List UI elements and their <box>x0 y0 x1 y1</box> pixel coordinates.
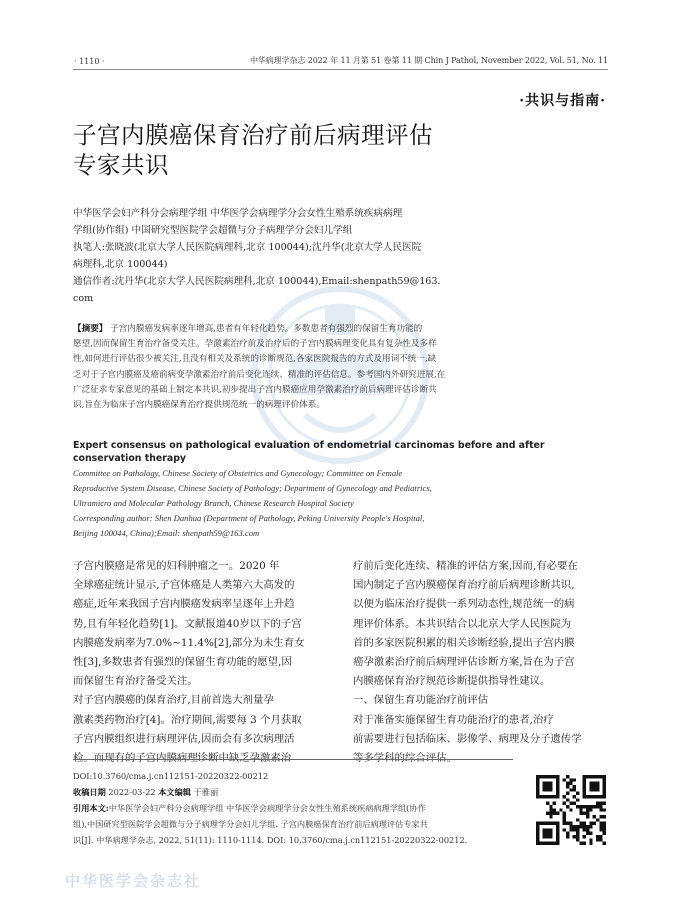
footer-block <box>73 768 523 848</box>
body-line: 检。而现有的子宫内膜病理诊断中缺乏孕激素治 <box>73 752 292 765</box>
body-line: 首的多家医院积累的相关诊断经验,提出子宫内膜 <box>353 636 575 649</box>
citation-line: 中华医学会妇产科分会病理学组 中华医学会病理学分会女性生殖系统疾病病理学组(协作 <box>108 803 426 813</box>
abstract-line: 愿望,因而保留生育治疗备受关注。孕激素治疗前及治疗后的子宫内膜病理变化具有复杂性及多样 <box>73 339 437 350</box>
affiliation-line: Committee on Pathology, Chinese Society of Obstetrics and Gynecology; Committee on Female <box>73 468 403 478</box>
body-line: 激素类药物治疗[4]。治疗期间,需要每 3 个月获取 <box>73 713 302 726</box>
body-line: 疗前后变化连续、精准的评估方案,因而,有必要在 <box>353 560 578 572</box>
english-title-line: Expert consensus on pathological evaluation of endometrial carcinomas before and after <box>73 440 545 451</box>
affiliation-line: Reproductive System Disease, Chinese Society of Pathology; Department of Gynecology and Pediatrics, <box>73 483 432 494</box>
section-label: ·共识与指南· <box>519 93 606 109</box>
citation-line: 识[J]. 中华病理学杂志, 2022, 51(11): 1110-1114. DOI: 10.3760/cma.j.cn112151-20220322-00212. <box>73 835 468 845</box>
body-line: 全球癌症统计显示,子宫体癌是人类第六大高发的 <box>73 579 295 592</box>
citation-line: 组),中国研究型医院学会超微与分子病理学分会妇儿学组. 子宫内膜癌保育治疗前后病理评估专家共 <box>73 819 428 829</box>
body-line: 子宫内膜癌是常见的妇科肿瘤之一。2020 年 <box>73 560 280 572</box>
body-line: 性[3],多数患者有强烈的保留生育功能的愿望,因 <box>73 656 292 669</box>
abstract-line: 广泛征求专家意见的基础上制定本共识,初步提出子宫内膜癌应用孕激素治疗前后病理评估诊断共 <box>73 384 437 395</box>
body-line: 而保留生育治疗备受关注。 <box>73 675 198 688</box>
watermark-text: 中华医学会杂志社 <box>65 872 202 890</box>
english-title-line: conservation therapy <box>73 452 187 464</box>
author-line: com <box>73 293 94 304</box>
abstract-line: 子宫内膜癌发病率逐年增高,患者有年轻化趋势。多数患者有强烈的保留生育功能的 <box>107 324 423 334</box>
body-line: 理评价体系。本共识结合以北京大学人民医院为 <box>353 617 572 630</box>
abstract-line: 性,如何进行评估很少被关注,且没有相关及系统的诊断规范,各家医院报告的方式及用词不统一,缺 <box>73 354 437 365</box>
english-title <box>73 440 608 465</box>
affiliation-line: Corresponding author: Shen Danhua (Department of Pathology, Peking University People's Hospital, <box>73 513 425 524</box>
title-line: 子宫内膜癌保育治疗前后病理评估 <box>73 121 433 149</box>
qr-code-icon[interactable] <box>536 775 606 845</box>
body-column-right <box>353 557 613 768</box>
body-line: 内膜癌发病率为7.0%~11.4%[2],部分为未生育女 <box>73 636 305 649</box>
page-number: · 1110 · <box>74 57 105 66</box>
body-line: 国内制定子宫内膜癌保育治疗前后病理诊断共识, <box>353 579 575 592</box>
title-line: 专家共识 <box>73 151 169 179</box>
abstract-line: 识,旨在为临床子宫内膜癌保育治疗提供规范统一的病理评价体系。 <box>73 400 325 411</box>
section-heading: 一、保留生育功能治疗前评估 <box>353 694 489 707</box>
editor-name: 于雅丽 <box>193 787 219 797</box>
affiliation-line: Ultramicro and Molecular Pathology Branch, Chinese Research Hospital Society <box>73 498 354 509</box>
author-line: 病理科,北京 100044) <box>73 259 168 270</box>
footer-rule <box>73 759 513 760</box>
body-line: 内膜癌保育治疗规范诊断提供指导性建议。 <box>353 675 551 688</box>
affiliation-line: Beijing 100044, China);Email: shenpath59@163.com <box>73 528 260 539</box>
author-line: 学组(协作组) 中国研究型医院学会超微与分子病理学分会妇儿学组 <box>73 225 353 236</box>
body-line: 等多学科的综合评估。 <box>353 752 457 765</box>
author-line: 通信作者:沈丹华(北京大学人民医院病理科,北京 100044),Email:shenpath59@163. <box>73 276 441 287</box>
body-line: 势,且有年轻化趋势[1]。文献报道40岁以下的子宫 <box>73 617 302 630</box>
editor-label: 本文编辑 <box>158 787 191 797</box>
body-line: 子宫内膜组织进行病理评估,因而会有多次病理活 <box>73 732 295 745</box>
body-column-left <box>73 557 333 768</box>
body-line: 对子宫内膜癌的保育治疗,目前首选大剂量孕 <box>73 694 274 707</box>
journal-header: 中华病理学杂志 2022 年 11 月第 51 卷第 11 期 Chin J Pathol, November 2022, Vol. 51, No. 11 <box>249 56 608 65</box>
received-date: 2022-03-22 <box>108 787 156 797</box>
body-line: 癌症,近年来我国子宫内膜癌发病率呈逐年上升趋 <box>73 598 295 611</box>
abstract-label: 【摘要】 <box>73 324 108 334</box>
doi[interactable]: DOI:10.3760/cma.j.cn112151-20220322-00212 <box>73 771 269 781</box>
body-line: 前需要进行包括临床、影像学、病理及分子遗传学 <box>353 732 582 745</box>
body-line: 以便为临床治疗提供一系列动态性,规范统一的病 <box>353 598 575 611</box>
body-line: 对于准备实施保留生育功能治疗的患者,治疗 <box>353 713 554 726</box>
english-affiliations <box>73 466 608 541</box>
article-title <box>73 120 433 180</box>
abstract-block <box>73 322 608 413</box>
cite-label: 引用本文: <box>73 803 109 813</box>
body-line: 癌孕激素治疗前后病理评估诊断方案,旨在为子宫 <box>353 656 575 669</box>
author-block <box>73 205 513 307</box>
abstract-line: 乏对于子宫内膜癌及癌前病变孕激素治疗前后变化连续、精准的评估信息。参考国内外研究进展,在 <box>73 369 446 380</box>
author-line: 中华医学会妇产科分会病理学组 中华医学会病理学分会女性生殖系统疾病病理 <box>73 208 403 219</box>
header-rule <box>73 69 608 70</box>
author-line: 执笔人:张晓波(北京大学人民医院病理科,北京 100044);沈丹华(北京大学人民医院 <box>73 242 422 253</box>
received-label: 收稿日期 <box>73 787 106 797</box>
